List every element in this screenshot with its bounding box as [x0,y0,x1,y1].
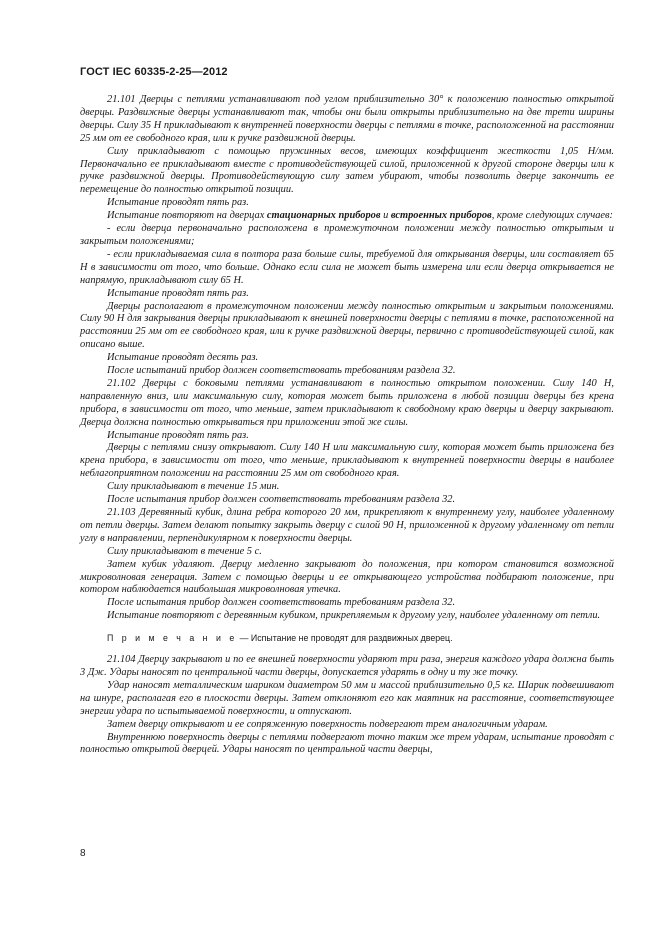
paragraph: После испытания прибор должен соответствовать требованиям раздела 32. [107,597,456,609]
paragraph: Испытание повторяют с деревянным кубиком, прикрепляемым к другому углу, наиболее удаленному от петли. [107,610,601,622]
note [80,632,614,645]
text-run: и [380,210,391,222]
paragraph: 21.101 Дверцы с петлями устанавливают под углом приблизительно 30° к положению полностью открытой дверцы. Раздвижные дверцы устанавливают так, чтобы они были открыты приблизительно на две трети ширины дверцы. Силу 35 Н прикладывают к внутренней поверхности дверцы с петлями в точке, расположенной на расстоянии 25 мм от ее свободного края, или к ручке раздвижной дверцы. [80,94,614,144]
paragraph: После испытаний прибор должен соответствовать требованиям раздела 32. [107,365,456,377]
document-header: ГОСТ IEC 60335-2-25—2012 [80,66,228,78]
note-text: — Испытание не проводят для раздвижных дверец. [237,633,453,644]
paragraph: После испытания прибор должен соответствовать требованиям раздела 32. [107,494,456,506]
bold-term-stationary: стационарных приборов [266,210,381,222]
bold-term-built-in: встроенных приборов [390,210,492,222]
paragraph: Затем дверцу открывают и ее сопряженную поверхность подвергают трем аналогичным ударам. [107,718,548,730]
paragraph: Силу прикладывают с помощью пружинных весов, имеющих коэффициент жесткости 1,05 Н/мм. Первоначально ее прикладывают вместе с противодействующей силой, приложенной к другой стороне дверцы или к ручке раздвижной дверцы. Противодействующую силу затем убирают, чтобы позволить дверце закончить ее перемещение до полностью открытой позиции. [80,145,614,196]
paragraph: 21.103 Деревянный кубик, длина ребра которого 20 мм, прикрепляют к внутреннему углу, наиболее удаленному от петли дверцы. Затем делают попытку закрыть дверцу с силой 90 Н, приложенной к другому удаленному от петли углу в направлении, перпендикулярном к поверхности дверцы. [80,507,614,544]
paragraph: Удар наносят металлическим шариком диаметром 50 мм и массой приблизительно 0,5 кг. Шарик подвешивают на шнуре, располагая его в плоскости дверцы. Затем отклоняют его как маятник на расстояние, соответствующее энергии удара по испытываемой поверхности, и отпускают. [80,679,614,717]
list-item: - если прикладываемая сила в полтора раза больше силы, требуемой для открывания дверцы, или составляет 65 Н в зависимости от того, что больше. Однако если сила не может быть измерена или если дверца открывается не напрямую, прикладывают силу 65 Н. [80,248,614,286]
text-run: , кроме следующих случаев: [491,210,613,222]
page-number: 8 [80,848,86,859]
paragraph: Внутреннюю поверхность дверцы с петлями подвергают точно таким же трем ударам, испытание проводят с полностью открытой дверцей. Удары наносят по центральной части дверцы, [80,731,614,756]
paragraph: Дверцы с петлями снизу открывают. Силу 140 Н или максимальную силу, которая может быть приложена без крена прибора, в зависимости от того, что меньше, прикладывают к внутренней поверхности дверцы в наиболее неблагоприятном положении на расстоянии 25 мм от свободного края. [80,442,614,480]
paragraph: Испытание проводят десять раз. [107,352,259,364]
text-run: Испытание повторяют на дверцах [107,210,267,222]
paragraph: Дверцы располагают в промежуточном положении между полностью открытым и закрытым положениями. Силу 90 Н для закрывания дверцы прикладывают к внешней поверхности дверцы с петлями в точке, расположенной на расстоянии 25 мм от ее свободного края, или к ручке раздвижной дверцы, первично с противодействующей силой, как описано выше. [80,300,614,351]
note-label: П р и м е ч а н и е [107,633,238,644]
paragraph: Затем кубик удаляют. Дверцу медленно закрывают до положения, при котором становится возможной микроволновая генерация. Затем с помощью дверцы и ее открывающего устройства подбирают положение, при котором наблюдается наибольшая микроволновая утечка. [80,558,614,596]
paragraph: Силу прикладывают в течение 5 с. [107,545,262,557]
paragraph: 21.102 Дверцы с боковыми петлями устанавливают в полностью открытом положении. Силу 140 Н, направленную вниз, или максимальную силу, которая может быть приложена в любой позиции дверцы без крена прибора, в зависимости от того, что меньше, затем прикладывают к свободному краю дверцы и дверцу закрывают. Дверца должна полностью открываться при приложении этой же силы. [80,377,614,428]
paragraph: Испытание проводят пять раз. [107,287,249,299]
paragraph: Силу прикладывают в течение 15 мин. [107,481,280,493]
paragraph: 21.104 Дверцу закрывают и по ее внешней поверхности ударяют три раза, энергия каждого удара должна быть 3 Дж. Удары наносят по центральной части дверцы, допускается ударять в одну и ту же точку. [80,654,614,678]
paragraph: Испытание проводят пять раз. [107,197,249,209]
paragraph: Испытание проводят пять раз. [107,429,249,441]
document-body [80,94,614,757]
paragraph-exceptions [80,210,614,223]
list-item: - если дверца первоначально расположена в промежуточном положении между полностью открытым и закрытым положениями; [80,223,614,247]
